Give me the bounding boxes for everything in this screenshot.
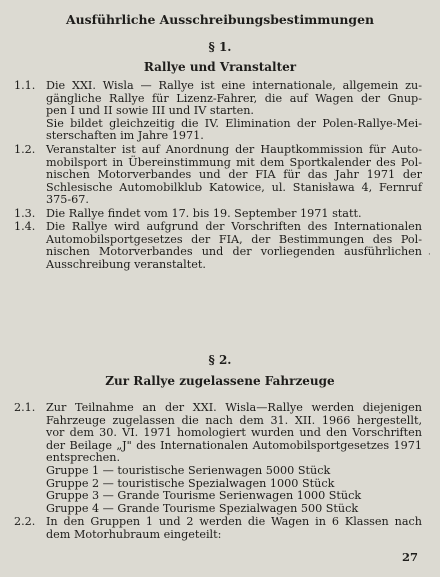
clause-line: sterschaften im Jahre 1971. <box>46 129 204 143</box>
clause-line: der Beilage „J" des Internationalen Automobilsportgesetzes 1971 <box>46 438 422 452</box>
document-heading: Ausführliche Ausschreibungsbestimmungen <box>66 12 374 27</box>
section-2-title: Zur Rallye zugelassene Fahrzeuge <box>105 374 335 388</box>
clause-number: 1.4. <box>14 220 36 233</box>
clause-line: mobilsport in Übereinstimmung mit dem Sportkalender des Pol- <box>46 155 422 169</box>
section-1-title: Rallye und Vranstalter <box>143 60 297 74</box>
clause-line: Die Rallye wird aufgrund der Vorschriften des Internationalen <box>46 220 422 233</box>
clause-line: Veranstalter ist auf Anordnung der Hauptkommission für Auto- <box>46 143 422 156</box>
clause-1-2 <box>14 144 422 207</box>
clause-line: nischen Motorverbandes und der FIA für das Jahr 1971 der <box>46 168 422 182</box>
clause-1-1 <box>14 80 422 143</box>
clause-number: 1.2. <box>14 143 36 156</box>
clause-line: Zur Teilnahme an der XXI. Wisla—Rallye werden diejenigen <box>46 401 422 414</box>
group-line: Gruppe 1 — touristische Serienwagen 5000 Stück <box>46 464 331 477</box>
clause-number: 2.2. <box>14 515 36 528</box>
group-line: Gruppe 3 — Grande Tourisme Serienwagen 1000 Stück <box>46 489 362 503</box>
clause-line: Automobilsportgesetzes der FIA, der Bestimmungen des Pol- <box>46 232 422 246</box>
clause-2-2 <box>14 516 422 541</box>
clause-line: 375-67. <box>46 193 89 207</box>
clause-number: 1.3. <box>14 207 36 220</box>
clause-line: Die XXI. Wisla — Rallye ist eine internationale, allgemein zu- <box>46 79 422 92</box>
clause-line: In den Gruppen 1 und 2 werden die Wagen in 6 Klassen nach <box>46 515 422 528</box>
group-line: Gruppe 2 — touristische Spezialwagen 1000 Stück <box>46 476 335 490</box>
clause-number: 1.1. <box>14 79 36 92</box>
clause-line: Fahrzeuge zugelassen die nach dem 31. XII. 1966 hergestellt, <box>46 413 422 427</box>
clause-line: Schlesische Automobilklub Katowice, ul. Stanisława 4, Fernruf <box>46 180 422 194</box>
section-1-paragraph-mark: § 1. <box>208 40 232 54</box>
clause-line: Sie bildet gleichzeitig die IV. Elimination der Polen-Rallye-Mei- <box>46 116 422 130</box>
clause-1-4 <box>14 221 422 271</box>
clause-2-1 <box>14 402 422 465</box>
vehicle-groups-list <box>46 465 361 515</box>
section-2-paragraph-mark: § 2. <box>208 353 232 367</box>
page-number: 27 <box>401 550 418 564</box>
clause-number: 2.1. <box>14 401 36 414</box>
margin-mark: · <box>428 250 431 260</box>
clause-line: vor dem 30. VI. 1971 homologiert wurden und den Vorschriften <box>46 426 422 440</box>
clause-line: Die Rallye findet vom 17. bis 19. September 1971 statt. <box>46 207 362 220</box>
clause-line: nischen Motorverbandes und der vorliegenden ausführlichen <box>46 245 422 259</box>
clause-line: pen I und II sowie III und IV starten. <box>46 104 254 118</box>
clause-line: gängliche Rallye für Lizenz-Fahrer, die auf Wagen der Gnup- <box>46 91 422 105</box>
group-line: Gruppe 4 — Grande Tourisme Spezialwagen 500 Stück <box>46 501 359 515</box>
clause-line: dem Motorhubraum eingeteilt: <box>46 527 222 541</box>
clause-line: entsprechen. <box>46 451 121 465</box>
clause-line: Ausschreibung veranstaltet. <box>46 257 206 271</box>
clause-1-3 <box>14 208 422 221</box>
